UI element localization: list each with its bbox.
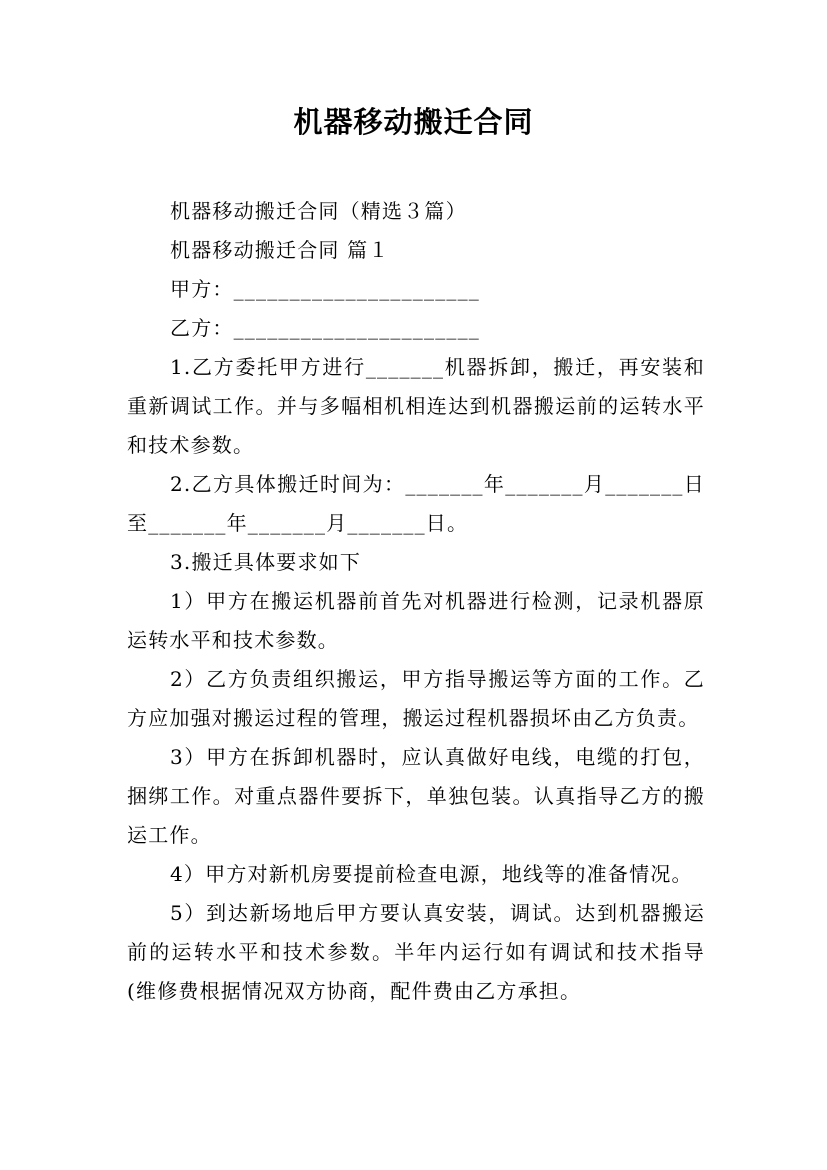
document-subtitle: 机器移动搬迁合同（精选３篇）: [170, 199, 467, 223]
clause-2: 2.乙方具体搬迁时间为：_______年_______月_______日至_______年_______月_______日。: [127, 472, 705, 535]
section-heading: 机器移动搬迁合同 篇１: [170, 238, 390, 262]
clause-3-item-5: 5）到达新场地后甲方要认真安装，调试。达到机器搬运前的运转水平和技术参数。半年内运行如有调试和技术指导(维修费根据情况双方协商，配件费由乙方承担。: [127, 901, 705, 1003]
document-title: 机器移动搬迁合同: [293, 105, 534, 139]
clause-1: 1.乙方委托甲方进行_______机器拆卸，搬迁，再安装和重新调试工作。并与多幅相机相连达到机器搬运前的运转水平和技术参数。: [127, 355, 705, 457]
clause-3: 3.搬迁具体要求如下: [170, 550, 362, 574]
party-b-line: 乙方：______________________: [170, 316, 480, 340]
clause-3-item-3: 3）甲方在拆卸机器时，应认真做好电线，电缆的打包，捆绑工作。对重点器件要拆下，单独包装。认真指导乙方的搬运工作。: [127, 745, 705, 847]
clause-3-item-4: 4）甲方对新机房要提前检查电源，地线等的准备情况。: [170, 862, 693, 886]
clause-3-item-1: 1）甲方在搬运机器前首先对机器进行检测，记录机器原运转水平和技术参数。: [127, 589, 705, 652]
party-a-line: 甲方：______________________: [170, 277, 480, 301]
document-body: [127, 192, 705, 1011]
clause-3-item-2: 2）乙方负责组织搬运，甲方指导搬运等方面的工作。乙方应加强对搬运过程的管理，搬运过程机器损坏由乙方负责。: [127, 667, 705, 730]
